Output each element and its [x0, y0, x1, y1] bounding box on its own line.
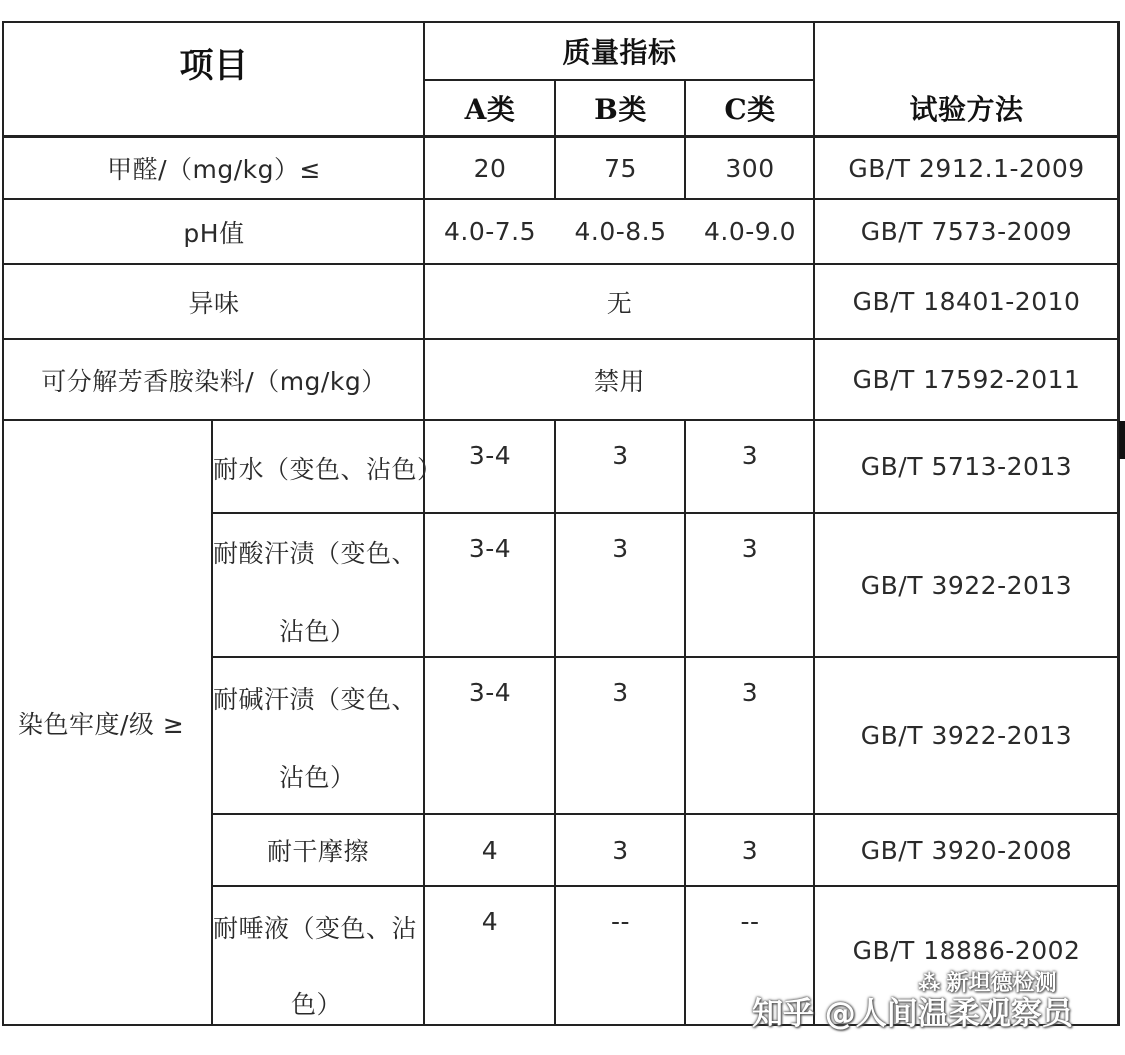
header-quality-index: 质量指标 [562, 36, 677, 69]
value-a: 20 [473, 153, 507, 183]
value-a: 3-4 [468, 534, 512, 563]
test-method: GB/T 18886-2002 [852, 936, 1081, 965]
fastness-item-label [213, 514, 423, 656]
value-a: 4 [481, 835, 499, 865]
value-c: 3 [741, 534, 759, 563]
wechat-icon: ⁂ [918, 971, 941, 996]
value-b: 3 [612, 678, 629, 707]
fastness-item-label-line1: 耐干摩擦 [266, 837, 369, 866]
fastness-item-label-line1: 耐唾液（变色、沾 [213, 914, 418, 943]
header-class-c: C类 [724, 93, 776, 126]
fastness-item-label-line2: 色） [291, 990, 343, 1019]
row-label-color-fastness: 染色牢度/级 ≥ [18, 709, 185, 739]
value-c: 3 [741, 678, 759, 707]
value-a: 4 [481, 907, 499, 936]
value-all-classes: 禁用 [593, 366, 645, 396]
header-item: 项目 [179, 45, 249, 86]
value-all-classes: 无 [606, 288, 633, 318]
row-label-aromatic-amine: 可分解芳香胺染料/（mg/kg） [41, 366, 387, 396]
value-a: 3-4 [468, 441, 512, 470]
value-b: 3 [612, 441, 629, 470]
test-method: GB/T 2912.1-2009 [848, 153, 1085, 183]
fastness-item-label-line2: 沾色） [279, 763, 356, 792]
value-a: 3-4 [468, 678, 512, 707]
test-method: GB/T 17592-2011 [852, 365, 1081, 394]
fastness-item-label-line1: 耐碱汗渍（变色、 [213, 685, 418, 714]
header-test-method: 试验方法 [909, 93, 1024, 126]
fastness-item-label [213, 887, 423, 1024]
fastness-item-label-line2: 沾色） [279, 617, 356, 646]
value-b: 3 [612, 534, 629, 563]
value-c: 3 [741, 835, 759, 865]
value-a: 4.0-7.5 [443, 217, 537, 246]
test-method: GB/T 3920-2008 [860, 835, 1073, 865]
fastness-item-label [213, 421, 443, 512]
value-c: 4.0-9.0 [703, 217, 797, 246]
watermark-zhihu: 知乎 @人间温柔观察员 [752, 996, 1073, 1032]
value-c: 300 [725, 153, 775, 183]
value-c: -- [740, 907, 760, 936]
test-method: GB/T 18401-2010 [852, 287, 1081, 316]
watermark-brand-text: 新坦德检测 [946, 971, 1057, 996]
row-label-formaldehyde: 甲醛/（mg/kg）≤ [107, 155, 321, 184]
value-b: 3 [612, 835, 629, 865]
test-method: GB/T 7573-2009 [860, 217, 1073, 246]
row-label-odor: 异味 [188, 288, 240, 318]
test-method: GB/T 3922-2013 [860, 570, 1073, 600]
value-b: 75 [604, 153, 637, 183]
value-c: 3 [741, 441, 759, 470]
edge-mark [1119, 421, 1125, 459]
header-class-b: B类 [594, 93, 647, 126]
fastness-item-label [213, 815, 423, 885]
test-method: GB/T 5713-2013 [860, 452, 1073, 481]
test-method: GB/T 3922-2013 [860, 721, 1073, 750]
value-b: -- [610, 907, 631, 936]
value-b: 4.0-8.5 [574, 217, 667, 246]
fastness-item-label-line1: 耐酸汗渍（变色、 [213, 539, 418, 568]
fastness-item-label-line1: 耐水（变色、沾色） [213, 455, 443, 484]
fastness-item-label [213, 658, 423, 813]
row-label-ph: pH值 [183, 218, 245, 248]
header-class-a: A类 [464, 93, 516, 126]
